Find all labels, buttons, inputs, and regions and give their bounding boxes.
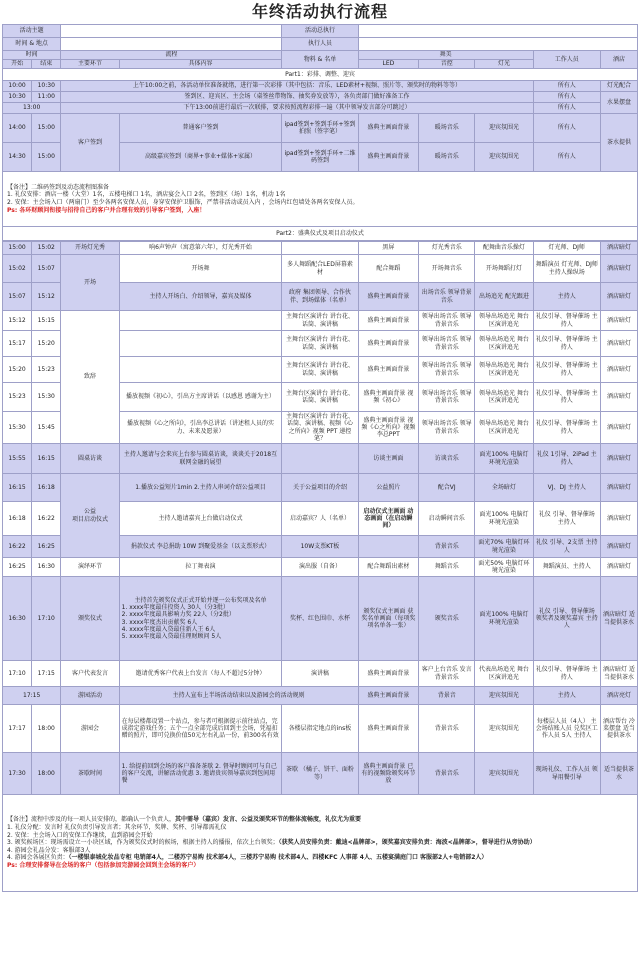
end-time: 17:10 [32,577,61,661]
table-row [3,705,638,753]
light-cell: 面光70% 电脑灯环境光渲染 [475,536,533,558]
light-cell: 代表出场追光 舞台区演讲追光 [475,661,533,687]
audio-cell: 背景音乐 [419,753,475,795]
detail-cell: 播放视频《初心》，引出方主席讲话（以感恩 感谢为主） [119,383,282,412]
table-row [3,242,638,255]
staff-cell: 礼仪 1引导、2iPad 主持人 [533,444,600,474]
light-cell: 领导出场追光 舞台区演讲追光 [475,311,533,331]
staff-cell: 所有人 [533,143,600,172]
main-step: 客户代表发言 [61,661,119,687]
end-time: 15:20 [32,331,61,357]
detail-cell: 播放视频《心之所向》，引出李总讲话（讲述租人员的实力、未来及愿景） [119,412,282,444]
end-time: 10:30 [32,81,61,92]
header-led: LED [358,60,419,69]
staff-cell: 礼仪 引导、2支票 主持人 [533,536,600,558]
start-time: 15:23 [3,383,32,412]
props-cell: 主舞台区演讲台 讲台花、话筒、演讲稿 [282,357,358,383]
props-cell: 各楼层指定地点的ins板 [282,705,358,753]
light-cell: 面光100% 电脑灯环境光渲染 [475,444,533,474]
light-cell: 面光100% 电脑灯环境光渲染 [475,577,533,661]
note-line: 1. 礼仪分配：发言时 礼仪负责引导发言者；其余环节，奖牌、奖杯、引导都需礼仪 [7,824,227,832]
note-text: 3. 颁奖候场区：现场需设立一小块区域，作为颁奖仪式时的候场，根据主持人的播报，依次上台领奖； [7,839,279,847]
note-warning: Ps: 合理安排督导在会场的客户（包括参加完游园会回到主会场的客户） [7,861,200,869]
staff-cell: 灯光师、DJ师 [533,242,600,255]
hotel-cell: 酒店暗灯 [600,444,637,474]
light-cell: 迎宾氛围光 [475,114,533,143]
end-time: 15:02 [32,242,61,255]
flow-content: 签到区、迎宾区、主会场（桌签丝带物饰、抽奖券发放等），各负责部门做好准备工作 [61,92,533,103]
led-cell: 启动仪式主画面 动态画面（在启动瞬间） [358,502,419,536]
staff-label: 执行人员 [282,38,358,51]
info-row-2 [3,38,638,51]
hotel-cell: 酒店暗灯 [600,311,637,331]
note-emphasis: （一楼银泰城化妆品专柜 电销部4人，二楼苏宁易购 技术部4人，三楼苏宁易购 技术部4人、四楼KFC 人事部 4人、五楼宴满庭门口 客服部2人+电销部2人） [68,854,488,862]
detail-cell [119,311,282,331]
table-row [3,311,638,331]
start-time: 13:00 [3,103,61,114]
detail-cell: 拉丁舞表演 [119,558,282,577]
start-time: 15:17 [3,331,32,357]
note1-row [3,172,638,227]
start-time: 10:30 [3,92,32,103]
hotel-cell: 茶水提供 [600,114,637,172]
led-cell: 公益照片 [358,474,419,502]
hotel-cell: 酒店暗灯 [600,255,637,283]
header-end: 结束 [32,60,61,69]
main-step: 开场 [61,255,119,311]
header-audio: 音控 [419,60,475,69]
hotel-cell: 酒店暗灯 适当提供茶水 [600,661,637,687]
start-time: 15:30 [3,412,32,444]
detail-cell: 主持人邀请与会来宾上台参与圆桌访谈，谈谈关于2018互联网金融的展望 [119,444,282,474]
table-row [3,558,638,577]
audio-cell: 出场音乐 领导背景音乐 [419,283,475,311]
start-time: 15:02 [3,255,32,283]
hotel-cell: 适当提供茶水 [600,753,637,795]
light-cell: 配舞曲音乐操灯 [475,242,533,255]
audio-cell: 暖场音乐 [419,143,475,172]
award-item: 3. xxxx年度杰出贡献奖 6人 [121,618,198,626]
header-flow: 流程 [61,51,282,60]
flow-content: 下午13:00前进行最后一次联排，要求按照流程彩排一遍（其中领导发言部分可跳过） [61,103,533,114]
header-props: 物料 & 名单 [282,51,358,69]
staff-cell: 主持人 [533,283,600,311]
led-cell: 配合舞蹈出素材 [358,558,419,577]
led-cell [358,536,419,558]
main-step [61,474,119,558]
page-title: 年终活动执行流程 [251,2,388,21]
main-step-label: 项目启动仪式 [71,515,108,523]
staff-cell: 所有人 [533,114,600,143]
note-text: 4. 游园会各展区负责： [7,854,69,862]
props-cell: 奖杯、红色围巾、水杯 [282,577,358,661]
main-step: 客户签到 [61,114,119,172]
main-step: 演绎环节 [61,558,119,577]
led-cell: 盛典主画面背景 [358,687,419,705]
audio-cell: 领导出场音乐 领导背景音乐 [419,331,475,357]
detail-cell: 高级嘉宾签到（商界+事业+媒体+家属） [119,143,282,172]
staff-cell: 所有人 [533,81,600,92]
start-time: 15:07 [3,283,32,311]
part2-title-row [3,227,638,241]
staff-value[interactable] [358,38,637,51]
note-line: 2. 安保：主会场入口的安保工作继续，直到游园会开始 [7,831,153,839]
award-item: 1. xxxx年度最佳投资人 30人（分3批） [121,604,229,612]
light-cell: 迎宾氛围光 [475,705,533,753]
audio-cell: 领导出场音乐 领导背景音乐 [419,311,475,331]
staff-cell: 所有人 [533,103,600,114]
hotel-cell: 酒店暗灯 [600,331,637,357]
detail-cell: 开场舞 [119,255,282,283]
audio-cell: 暖场音乐 [419,114,475,143]
light-cell: 领导出场追光 舞台区演讲追光 [475,357,533,383]
note-warning: Ps: 各环财顾问衔接与招待自己的客户并合理有效的引导客户签到，入座！ [7,206,206,214]
header-time: 时间 [3,51,61,60]
audio-cell: 领导出场音乐 领导背景音乐 [419,383,475,412]
note-line: 1. 礼仪安排：酒店一楼（大堂）1名，五楼电梯口 1名，酒店宴会入口 2名，签到区（场）1名，机动 1名 [7,191,286,199]
table-row [3,753,638,795]
award-intro: 主持首先颁奖仪式正式开始并逐一公布奖项及名单 [134,596,267,604]
note2-row [3,795,638,892]
start-time: 17:15 [3,687,61,705]
hotel-cell: 水果摆盘 [600,92,637,114]
part1-title: Part1：彩排、调整、迎宾 [3,69,638,81]
props-cell: 主舞台区演讲台 讲台花、话筒、演讲稿、视频《心之所向》视频 PPT 递控笔？ [282,412,358,444]
props-cell: 多人舞蹈配合LED屏幕素材 [282,255,358,283]
props-cell: 主舞台区演讲台 讲台花、话筒、演讲稿 [282,311,358,331]
end-time: 17:15 [32,661,61,687]
end-time: 15:15 [32,311,61,331]
props-cell: 主舞台区演讲台 讲台花、话筒、演讲稿 [282,331,358,357]
led-cell: 黑屏 [358,242,419,255]
hotel-cell: 酒店暗灯 [600,357,637,383]
table-row [3,103,638,114]
flow-content: 上午10:00之前，各活动单位准备就绪，进行第一次彩排（其中包括：音乐、LED素材+视频、照片等、颁奖时的物料等等） [61,81,533,92]
led-cell: 盛典主画面背景 [358,357,419,383]
start-time: 16:30 [3,577,32,661]
theme-label: 活动主题 [3,25,61,38]
props-cell: 启动嘉宾？人（名单） [282,502,358,536]
props-cell: 茶歇 （橘子、饼干、面粉等） [282,753,358,795]
header-light: 灯光 [475,60,533,69]
staff-cell: 礼仪引导、督导催场 主持人 [533,383,600,412]
part1-title-row [3,69,638,81]
audio-cell: 启动瞬间音乐 [419,502,475,536]
detail-cell [119,331,282,357]
audio-cell: 领导出场音乐 领导背景音乐 [419,357,475,383]
props-cell: 关于公益项目的介绍 [282,474,358,502]
end-time: 15:30 [32,383,61,412]
start-time: 14:00 [3,114,32,143]
end-time: 16:22 [32,502,61,536]
audio-cell: 访谈音乐 [419,444,475,474]
header-row-1 [3,51,638,60]
main-step: 茶歇时间 [61,753,119,795]
detail-cell: 主持人开场白、介绍领导，嘉宾及媒体 [119,283,282,311]
schedule-table [2,24,638,241]
start-time: 17:17 [3,705,32,753]
light-cell: 领导出场追光 舞台区演讲追光 [475,412,533,444]
hotel-cell: 酒店暗灯 [600,558,637,577]
staff-cell: 舞蹈演员、主持人 [533,558,600,577]
staff-cell: 礼仪引导、督导催场 主持人 [533,661,600,687]
light-cell: 开场舞蹈打灯 [475,255,533,283]
staff-cell: 现场礼仪、工作人员 领导用餐引导 [533,753,600,795]
main-step: 圆桌访谈 [61,444,119,474]
end-time: 15:23 [32,357,61,383]
table-row [3,661,638,687]
audio-cell: 领导出场音乐 领导背景音乐 [419,412,475,444]
light-cell: 出场追光 配光跟进 [475,283,533,311]
header-staff: 工作人员 [533,51,600,69]
led-cell: 盛典主画面背景 [358,705,419,753]
start-time: 16:25 [3,558,32,577]
header-stage: 舞美 [358,51,533,60]
end-time: 16:15 [32,444,61,474]
info-row-1 [3,25,638,38]
detail-cell: 1. 给提前回到会场的客户准备茶歇 2. 督导时顾问可与自己的客户交流，讲解活动优惠 3. 邀请贵宾领导嘉宾到包间用餐 [119,753,282,795]
audio-cell: 舞蹈音乐 [419,558,475,577]
part2-table [2,241,638,892]
audio-cell: 背景音乐 [419,536,475,558]
staff-cell: VJ、DJ 主持人 [533,474,600,502]
table-row [3,255,638,283]
note1 [3,172,638,227]
staff-cell: 礼仪引导、督导催场 主持人 [533,412,600,444]
note-emphasis: （获奖人员安排负责：戴迪<晶牌部>，颁奖嘉宾安排负责：海波<晶牌部>，督导进行从旁协助） [278,839,536,847]
hotel-cell: 灯光配合 [600,81,637,92]
light-cell: 全场暗灯 [475,474,533,502]
audio-cell: 开场舞音乐 [419,255,475,283]
light-cell: 迎宾氛围光 [475,687,533,705]
hotel-cell: 酒店暗灯 适当提供茶水 [600,577,637,661]
end-time: 18:00 [32,753,61,795]
props-cell [282,242,358,255]
start-time: 14:30 [3,143,32,172]
end-time: 15:12 [32,283,61,311]
led-cell: 访谈主画面 [358,444,419,474]
part2-rows [3,242,638,892]
detail-cell: 普通客户签到 [119,114,282,143]
hotel-cell: 酒店暗灯 [600,242,637,255]
end-time: 11:00 [32,92,61,103]
audio-cell: 配合VJ [419,474,475,502]
end-time: 16:18 [32,474,61,502]
hotel-cell: 酒店暗灯 [600,412,637,444]
note2 [3,795,638,892]
award-item: 4. xxxx年度最入贷最佳新人王 6人 [121,625,216,633]
main-step: 颁奖仪式 [61,577,119,661]
header-start: 开始 [3,60,32,69]
hotel-cell: 酒店帮台 冷菜摆盘 适当提供茶水 [600,705,637,753]
props-cell: 政府 集团领导、合作伙伴、到场媒体（名单） [282,283,358,311]
led-cell: 盛典主画面背景 [358,283,419,311]
detail-cell: 在每层楼都设置一个站点，参与者可根据提示前往站点，完成指定游戏任务；五个一点全部完成后回到主会场，凭福扣赠的照片，即可兑换价值50元左右礼品一份，前300名有效 [119,705,282,753]
staff-cell: 礼仪引导、督导催场 主持人 [533,357,600,383]
staff-cell: 礼仪引导、督导催场 主持人 [533,311,600,331]
end-time: 15:00 [32,143,61,172]
staff-cell: 礼仪 引导、督导催场 主持人 [533,502,600,536]
staff-cell: 舞蹈演员 灯光师、DJ师 主持人操纵场 [533,255,600,283]
theme-value[interactable] [61,25,282,38]
note-line: 2. 安保：主会场入口（两扇门）至少各两名安保人员，身穿安保护卫服饰，严禁非活动或员入内 ，会场内红包墙处各两名安保人员。 [7,199,359,206]
end-time: 15:07 [32,255,61,283]
note-line [7,854,633,862]
time-place-label: 时间 & 地点 [3,38,61,51]
props-cell: 10W支票KT板 [282,536,358,558]
audio-cell: 客户上台音乐 发言背景音乐 [419,661,475,687]
detail-cell: 主持人邀请嘉宾上台做启动仪式 [119,502,282,536]
note-line: 【备注】二维码签到及动态流程图准备 [7,183,110,191]
note-text: 【备注】流程中涉及的每一项人员安排的，都确认一个负责人， [7,816,176,824]
main-step: 致辞 [61,311,119,444]
table-row [3,687,638,705]
hotel-cell: 酒店暗灯 [600,283,637,311]
detail-cell: 邀请优秀客户代表上台发言（每人不超过5分钟） [119,661,282,687]
note-emphasis: 其中需导（嘉宾）发言、公益及颁奖环节的整体流畅度，礼仪尤为重要 [175,816,362,824]
led-cell: 盛典主画面背景 [358,661,419,687]
props-cell: 演出服（自备） [282,558,358,577]
start-time: 16:18 [3,502,32,536]
props-cell: 演讲稿 [282,661,358,687]
start-time: 17:10 [3,661,32,687]
detail-cell: 主持人宣布上半场活动结束以及游园会的活动规则 [119,687,358,705]
note-line: 4. 游园会礼品分发：客服部3人 [7,846,91,854]
award-item: 5. xxxx年度最入贷最佳理财顾问 5人 [121,632,222,640]
detail-cell [119,577,282,661]
staff-cell: 所有人 [533,92,600,103]
audio-cell: 灯光秀音乐 [419,242,475,255]
table-row [3,92,638,103]
start-time: 15:20 [3,357,32,383]
time-place-value[interactable] [61,38,282,51]
audio-cell: 背景音 [419,687,475,705]
staff-cell: 主持人 [533,687,600,705]
light-cell: 领导出场追光 舞台区演讲追光 [475,383,533,412]
audio-cell: 颁奖音乐 [419,577,475,661]
led-cell: 颁奖仪式主画面 获奖名单画面（每项奖项名单各一张） [358,577,419,661]
award-item: 2. xxxx年度最具影响力奖 22人（分2批） [121,611,235,619]
hotel-cell: 酒店暗灯 [600,474,637,502]
staff-cell: 礼仪 引导、督导催场 领奖者及颁奖嘉宾 主持人 [533,577,600,661]
header-detail: 具体内容 [119,60,282,69]
led-cell: 盛典主画面背景 [358,114,419,143]
start-time: 17:30 [3,753,32,795]
light-cell: 面光100% 电脑灯环境光渲染 [475,502,533,536]
light-cell: 迎宾氛围光 [475,753,533,795]
header-main: 主要环节 [61,60,119,69]
led-cell: 盛典主画面背景 视频《初心》 [358,383,419,412]
hotel-cell: 酒店暗灯 [600,383,637,412]
start-time: 15:55 [3,444,32,474]
note-line [7,816,633,824]
exec-label: 活动总执行 [282,25,358,38]
hotel-cell: 酒店暗灯 [600,536,637,558]
start-time: 10:00 [3,81,32,92]
table-row [3,81,638,92]
end-time: 18:00 [32,705,61,753]
table-row [3,444,638,474]
props-cell: 主舞台区演讲台 讲台花、话筒、演讲稿 [282,383,358,412]
detail-cell: 捐款仪式 李总捐助 10W 到聚爱基金（以支票形式） [119,536,282,558]
table-row [3,577,638,661]
end-time: 16:25 [32,536,61,558]
start-time: 15:12 [3,311,32,331]
props-cell: ipad签到+签到手环+二维码签到 [282,143,358,172]
audio-cell: 背景音乐 [419,705,475,753]
main-step: 游园会 [61,705,119,753]
end-time: 15:45 [32,412,61,444]
props-cell [282,444,358,474]
table-row [3,474,638,502]
light-cell: 面光50% 电脑灯环境光渲染 [475,558,533,577]
led-cell: 盛典主画面背景 [358,311,419,331]
note-line [7,839,633,847]
staff-cell: 每楼层人员（4人） 主会场结账人员 兑奖区工作人员 5人 主持人 [533,705,600,753]
led-cell: 配合舞蹈 [358,255,419,283]
main-step-label: 公益 [83,508,96,516]
detail-cell: 1.播放公益短片1min 2.主持人串词介绍公益项目 [119,474,282,502]
start-time: 16:15 [3,474,32,502]
led-cell: 盛典主画面背景 视频《心之所向》视频 李总PPT [358,412,419,444]
hotel-cell: 酒店暗灯 [600,502,637,536]
led-cell: 盛典主画面背景 已有的视频除颁奖环节放 [358,753,419,795]
header-hotel: 酒店 [600,51,637,69]
table-row [3,114,638,143]
props-cell: ipad签到+签到手环+签到拍照（签字笔） [282,114,358,143]
main-step: 开场灯光秀 [61,242,119,255]
exec-value[interactable] [358,25,637,38]
start-time: 15:00 [3,242,32,255]
light-cell: 领导出场追光 舞台区演讲追光 [475,331,533,357]
detail-cell [119,357,282,383]
start-time: 16:22 [3,536,32,558]
led-cell: 盛典主画面背景 [358,331,419,357]
end-time: 15:00 [32,114,61,143]
led-cell: 盛典主画面背景 [358,143,419,172]
hotel-cell: 酒店亮灯 [600,687,637,705]
staff-cell: 礼仪引导、督导催场 主持人 [533,331,600,357]
end-time: 16:30 [32,558,61,577]
main-step: 游园活动 [61,687,119,705]
light-cell: 迎宾氛围光 [475,143,533,172]
detail-cell: 响6声钟声（寓意第六年），灯光秀开始 [119,242,282,255]
part2-title: Part2：盛典仪式及项目启动仪式 [3,227,638,241]
